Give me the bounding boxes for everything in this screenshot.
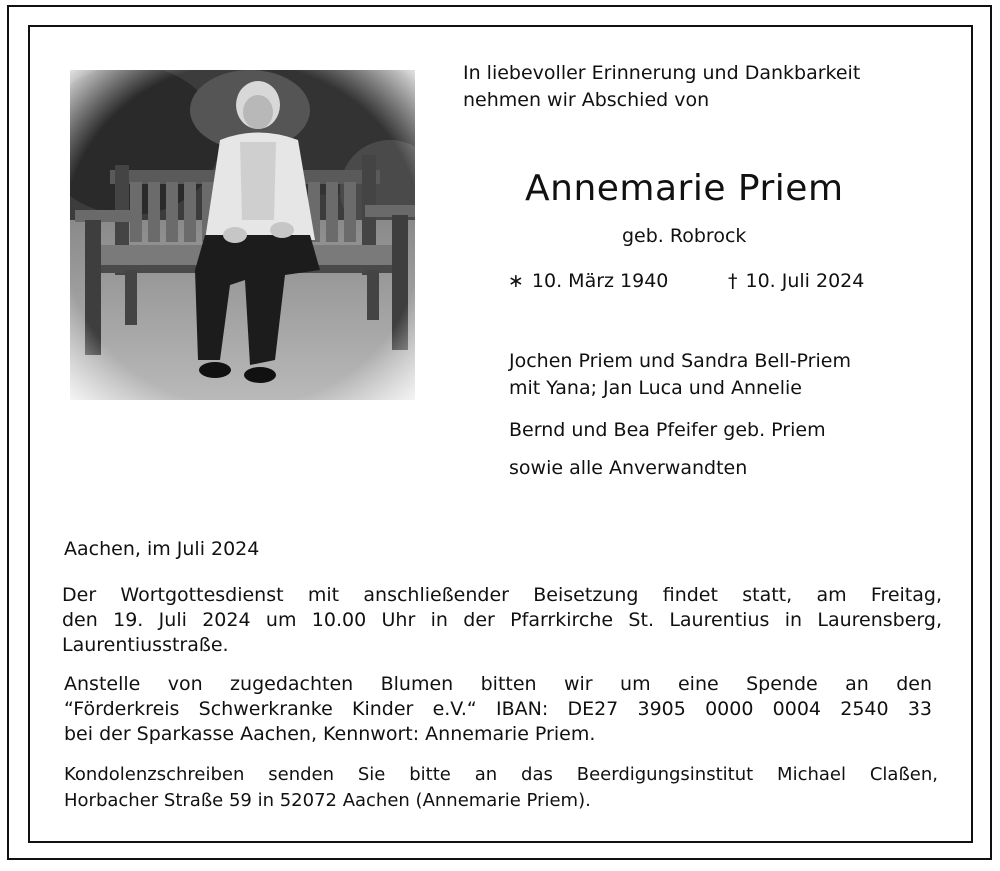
death-date [728, 272, 864, 291]
condolence-paragraph [64, 762, 938, 814]
donation-paragraph [64, 672, 932, 747]
birth-date [508, 272, 668, 291]
family-line-3: Bernd und Bea Pfeifer geb. Priem [509, 419, 826, 441]
birth-star-icon: ∗ [508, 270, 524, 292]
intro-line-2: nehmen wir Abschied von [463, 89, 710, 111]
donation-line-3: bei der Sparkasse Aachen, Kennwort: Annemarie Priem. [64, 723, 596, 745]
service-paragraph [62, 583, 942, 658]
death-cross-icon: † [728, 270, 738, 292]
family-line-2: mit Yana; Jan Luca und Annelie [509, 377, 802, 399]
condolence-line-2: Horbacher Straße 59 in 52072 Aachen (Annemarie Priem). [64, 790, 591, 811]
family-line-1: Jochen Priem und Sandra Bell-Priem [509, 350, 851, 372]
maiden-name: geb. Robrock [622, 225, 747, 247]
birth-date-text: 10. März 1940 [531, 270, 669, 292]
service-line-3: Laurentiusstraße. [62, 634, 229, 656]
family-line-4: sowie alle Anverwandten [509, 457, 748, 479]
donation-line-1: Anstelle von zugedachten Blumen bitten wir um eine Spende an den [64, 673, 932, 695]
condolence-line-1: Kondolenzschreiben senden Sie bitte an das Beerdigungsinstitut Michael Claßen, [64, 764, 938, 785]
portrait-photo [70, 70, 415, 400]
place-date: Aachen, im Juli 2024 [64, 538, 260, 560]
deceased-name: Annemarie Priem [525, 168, 844, 209]
service-line-2: den 19. Juli 2024 um 10.00 Uhr in der Pfarrkirche St. Laurentius in Laurensberg, [62, 609, 942, 631]
donation-line-2: “Förderkreis Schwerkranke Kinder e.V.“ IBAN: DE27 3905 0000 0004 2540 33 [64, 698, 932, 720]
intro-line-1: In liebevoller Erinnerung und Dankbarkeit [463, 62, 861, 84]
death-date-text: 10. Juli 2024 [745, 270, 865, 292]
service-line-1: Der Wortgottesdienst mit anschließender Beisetzung findet statt, am Freitag, [62, 584, 942, 606]
